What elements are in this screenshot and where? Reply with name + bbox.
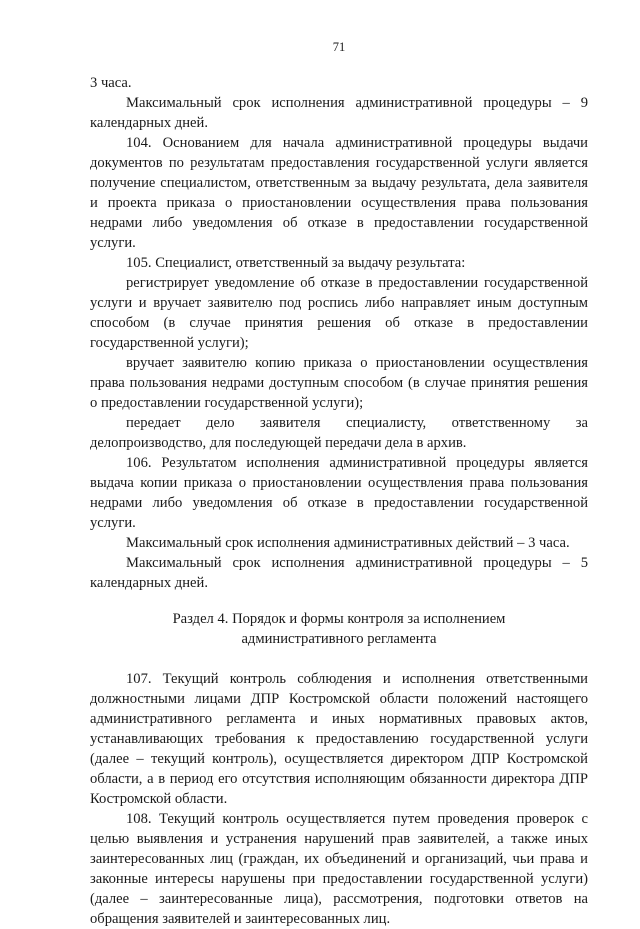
section-title-line: административного регламента	[241, 631, 437, 647]
paragraph-106: 106. Результатом исполнения административной процедуры является выдача копии приказа о приостановлении осуществления права пользования недрами либо уведомления об отказе в предоставлении государственной услуги.	[90, 455, 588, 531]
paragraph: Максимальный срок исполнения административной процедуры – 5 календарных дней.	[90, 555, 588, 591]
paragraph: Максимальный срок исполнения административной процедуры – 9 календарных дней.	[90, 95, 588, 131]
paragraph-107: 107. Текущий контроль соблюдения и исполнения ответственными должностными лицами ДПР Костромской области положений настоящего административного регламента и иных нормативных правовых актов, устанавливающих требования к предоставлению государственной услуги (далее – текущий контроль), осуществляется директором ДПР Костромской области, а в период его отсутствия исполняющим обязанности директора ДПР Костромской области.	[90, 671, 588, 807]
paragraph: Максимальный срок исполнения административных действий – 3 часа.	[126, 535, 570, 551]
section-title	[90, 609, 588, 649]
paragraph-104: 104. Основанием для начала административной процедуры выдачи документов по результатам предоставления государственной услуги является получение специалистом, ответственным за выдачу результата, дела заявителя и проекта приказа о приостановлении осуществления права пользования недрами либо уведомления об отказе в предоставлении государственной услуги.	[90, 135, 588, 251]
page-number: 71	[332, 40, 346, 54]
text-block-after	[90, 669, 588, 929]
paragraph-105: 105. Специалист, ответственный за выдачу результата:	[126, 255, 466, 271]
paragraph-108: 108. Текущий контроль осуществляется путем проведения проверок с целью выявления и устранения нарушений прав заявителей, а также иных заинтересованных лиц (граждан, их объединений и организаций, чьи права и законные интересы нарушены при предоставлении государственной услуги) (далее – заинтересованные лица), рассмотрения, подготовки ответов на обращения заявителей и заинтересованных лиц.	[90, 811, 588, 927]
paragraph: 3 часа.	[90, 75, 132, 91]
text-block-before	[90, 73, 588, 593]
section-title-line: Раздел 4. Порядок и формы контроля за исполнением	[172, 611, 506, 627]
paragraph: регистрирует уведомление об отказе в предоставлении государственной услуги и вручает заявителю под роспись либо направляет иным доступным способом (в случае принятия решения об отказе в предоставлении государственной услуги);	[90, 275, 588, 351]
paragraph: передает дело заявителя специалисту, ответственному за делопроизводство, для последующей передачи дела в архив.	[90, 415, 588, 451]
paragraph: вручает заявителю копию приказа о приостановлении осуществления права пользования недрами доступным способом (в случае принятия решения о предоставлении государственной услуги);	[90, 355, 588, 411]
